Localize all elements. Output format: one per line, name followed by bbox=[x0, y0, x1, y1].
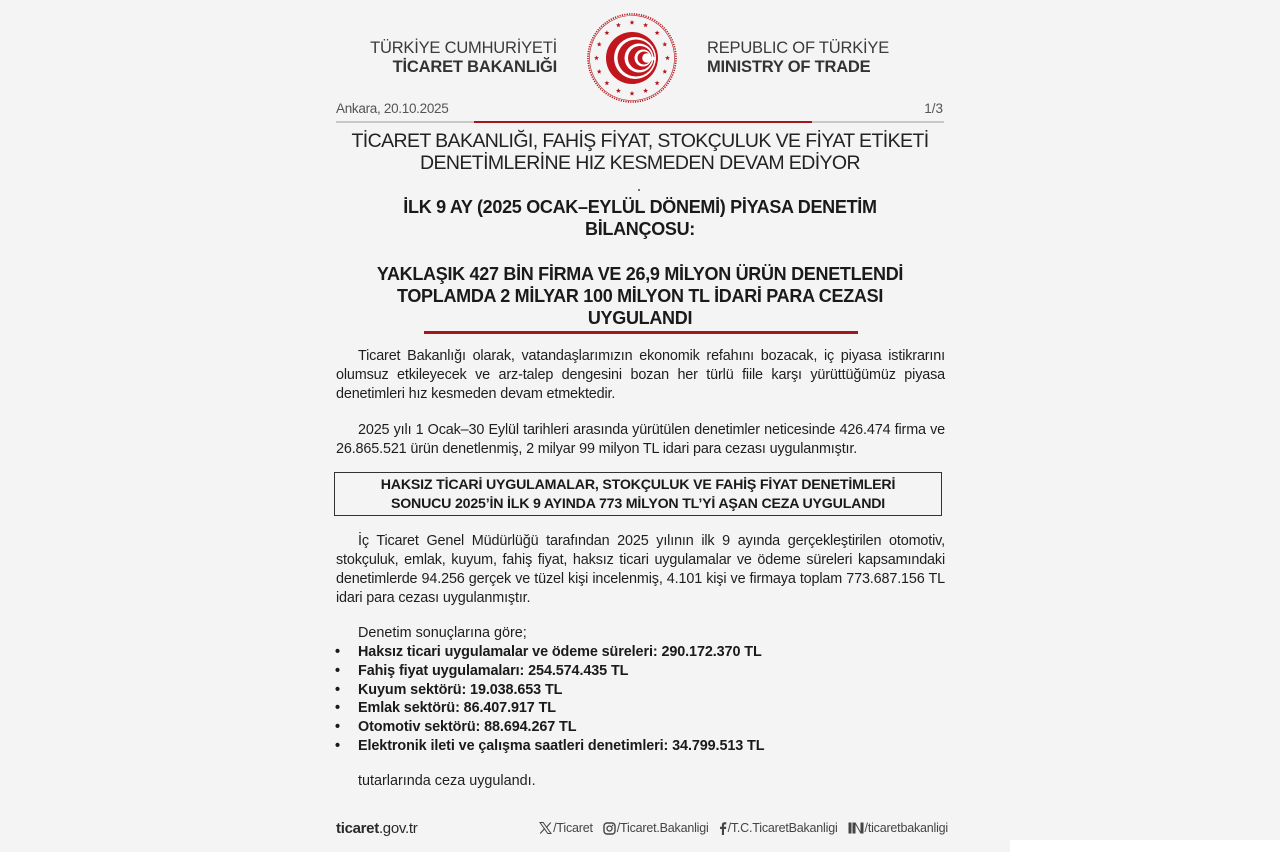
closing-text: tutarlarında ceza uygulandı. bbox=[358, 773, 536, 789]
list-item-text: Kuyum sektörü: 19.038.653 TL bbox=[358, 681, 563, 698]
page-number: 1/3 bbox=[924, 101, 943, 116]
emblem-star-icon bbox=[655, 81, 660, 86]
social-link-facebook[interactable] bbox=[719, 821, 838, 835]
paragraph-details-text: İç Ticaret Genel Müdürlüğü tarafından 2025 yılının ilk 9 ayında gerçekleştirilen otomotiv, stokçuluk, emlak, kuyum, fahiş fiyat, haksız ticari uygulamalar ve ödeme süreleri kapsamındaki denetimlerde 94.256 gerçek ve tüzel kişi incelenmiş, 4.101 kişi ve firmaya toplam 773.687.156 TL idari para cezası uygulanmıştır. bbox=[336, 533, 945, 606]
paragraph-details bbox=[336, 532, 945, 608]
paragraph-intro bbox=[336, 347, 945, 404]
emblem-star-icon bbox=[616, 88, 621, 93]
emblem-star-icon bbox=[665, 55, 670, 60]
heading-primary-line1: İLK 9 AY (2025 OCAK–EYLÜL DÖNEMİ) PİYASA DENETİM bbox=[403, 197, 877, 217]
header-right-line2: MINISTRY OF TRADE bbox=[707, 58, 871, 76]
bullet-icon: • bbox=[335, 644, 340, 660]
list-item bbox=[336, 699, 764, 718]
bullet-icon: • bbox=[335, 719, 340, 736]
subtitle bbox=[336, 130, 944, 174]
website-link[interactable] bbox=[336, 820, 417, 837]
list-item bbox=[336, 737, 764, 756]
boxed-heading bbox=[334, 472, 942, 516]
emblem-star-icon bbox=[616, 23, 621, 28]
list-intro: Denetim sonuçlarına göre; bbox=[358, 625, 527, 641]
list-item bbox=[336, 681, 764, 700]
header-turkish-title bbox=[297, 39, 557, 77]
instagram-icon bbox=[603, 822, 616, 835]
bullet-icon: • bbox=[335, 662, 340, 679]
footer bbox=[336, 820, 948, 840]
social-handle: /Ticaret bbox=[553, 821, 593, 835]
list-item bbox=[336, 662, 764, 681]
boxed-heading-line1: HAKSIZ TİCARİ UYGULAMALAR, STOKÇULUK VE FAHİŞ FİYAT DENETİMLERİ bbox=[380, 477, 896, 493]
x-icon bbox=[539, 822, 552, 834]
list-item bbox=[336, 718, 764, 737]
emblem-star-icon bbox=[662, 69, 667, 74]
social-handle: /Ticaret.Bakanligi bbox=[616, 821, 709, 835]
subtitle-line1: TİCARET BAKANLIĞI, FAHİŞ FİYAT, STOKÇULUK VE FİYAT ETİKETİ bbox=[351, 130, 929, 152]
emblem-star-icon bbox=[662, 42, 667, 47]
list-item-text: Emlak sektörü: 86.407.917 TL bbox=[358, 700, 556, 717]
social-handle: /ticaretbakanligi bbox=[864, 821, 948, 835]
emblem-star-icon bbox=[630, 91, 635, 96]
heading-primary-line2: BİLANÇOSU: bbox=[585, 219, 695, 239]
emblem-star-icon bbox=[630, 20, 635, 25]
heading-primary bbox=[336, 196, 944, 240]
emblem-star-icon bbox=[594, 55, 599, 60]
emblem-star-icon bbox=[643, 88, 648, 93]
list-item-text: Haksız ticari uygulamalar ve ödeme süreleri: 290.172.370 TL bbox=[358, 644, 762, 660]
nsosyal-icon bbox=[848, 822, 864, 834]
emblem-star-icon bbox=[643, 23, 648, 28]
boxed-heading-line2: SONUCU 2025’İN İLK 9 AYINDA 773 MİLYON TL’Yİ AŞAN CEZA UYGULANDI bbox=[390, 495, 886, 512]
list-item-text: Otomotiv sektörü: 88.694.267 TL bbox=[358, 719, 577, 736]
social-links bbox=[539, 821, 948, 835]
header-english-title bbox=[707, 39, 947, 77]
header-left-line2: TİCARET BAKANLIĞI bbox=[392, 58, 557, 76]
header-left-line1: TÜRKİYE CUMHURİYETİ bbox=[370, 39, 557, 57]
heading-underline bbox=[424, 331, 858, 334]
heading-secondary bbox=[336, 263, 944, 329]
social-link-nsosyal[interactable] bbox=[848, 821, 948, 835]
emblem-star-icon bbox=[655, 30, 660, 35]
penalty-list bbox=[336, 643, 764, 756]
ministry-emblem-icon bbox=[586, 12, 678, 104]
list-item bbox=[336, 643, 764, 662]
separator-dot bbox=[638, 189, 640, 191]
social-link-x[interactable] bbox=[539, 821, 593, 835]
bullet-icon: • bbox=[335, 700, 340, 717]
website-domain-bold: ticaret bbox=[336, 820, 379, 837]
website-domain-rest: .gov.tr bbox=[378, 820, 418, 837]
emblem-star-icon bbox=[604, 81, 609, 86]
bullet-icon: • bbox=[335, 737, 340, 754]
bullet-icon: • bbox=[335, 681, 340, 698]
emblem-star-icon bbox=[604, 30, 609, 35]
paragraph-intro-text: Ticaret Bakanlığı olarak, vatandaşlarımızın ekonomik refahını bozacak, iç piyasa istikrarını olumsuz etkileyecek ve arz-talep dengesini bozan her türlü fiile karşı yürüttüğümüz piyasa denetimleri hız kesmeden devam etmektedir. bbox=[336, 348, 945, 402]
list-item-text: Fahiş fiyat uygulamaları: 254.574.435 TL bbox=[358, 662, 629, 679]
facebook-icon bbox=[719, 822, 727, 835]
paragraph-summary-text: 2025 yılı 1 Ocak–30 Eylül tarihleri arasında yürütülen denetimler neticesinde 426.474 firma ve 26.865.521 ürün denetlenmiş, 2 milyar 99 milyon TL idari para cezası uygulanmıştır. bbox=[336, 422, 945, 457]
header-right-line1: REPUBLIC OF TÜRKİYE bbox=[707, 39, 890, 57]
emblem-star-icon bbox=[597, 69, 602, 74]
social-link-instagram[interactable] bbox=[603, 821, 709, 835]
emblem-star-icon bbox=[597, 42, 602, 47]
header-divider-accent bbox=[474, 121, 812, 123]
release-date: Ankara, 20.10.2025 bbox=[336, 101, 449, 116]
background-corner bbox=[1010, 840, 1280, 852]
header-divider bbox=[336, 121, 944, 123]
list-item-text: Elektronik ileti ve çalışma saatleri denetimleri: 34.799.513 TL bbox=[358, 737, 765, 754]
heading-secondary-line1: YAKLAŞIK 427 BİN FİRMA VE 26,9 MİLYON ÜRÜN DENETLENDİ bbox=[376, 264, 904, 284]
heading-secondary-line2: TOPLAMDA 2 MİLYAR 100 MİLYON TL İDARİ PARA CEZASI bbox=[396, 286, 884, 306]
heading-secondary-line3: UYGULANDI bbox=[587, 308, 693, 328]
social-handle: /T.C.TicaretBakanligi bbox=[727, 821, 838, 835]
subtitle-line2: DENETİMLERİNE HIZ KESMEDEN DEVAM EDİYOR bbox=[420, 152, 860, 174]
paragraph-summary bbox=[336, 421, 945, 459]
press-release-page bbox=[335, 0, 948, 852]
